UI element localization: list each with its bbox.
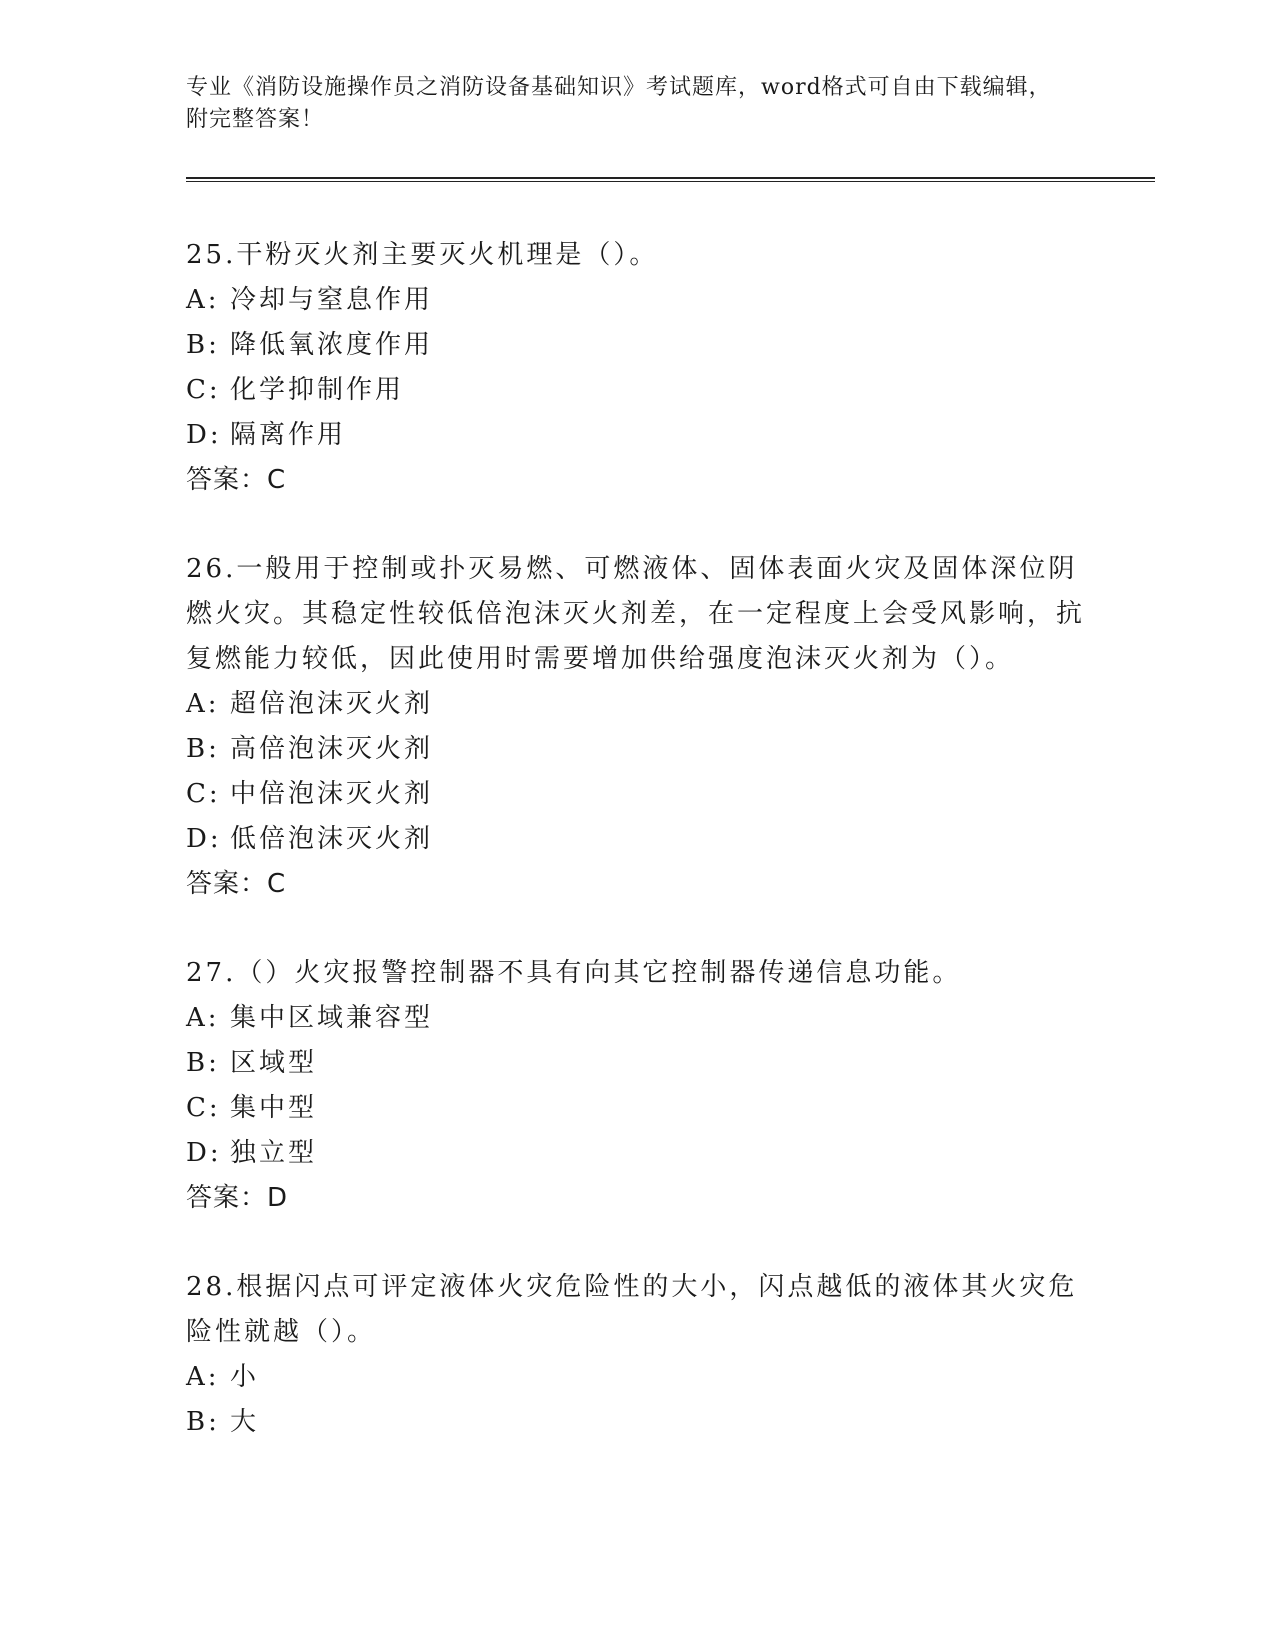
answer-line: 答案：D	[186, 1183, 289, 1213]
header-divider	[186, 177, 1155, 182]
option-key: B:	[186, 330, 220, 360]
option-text: 中倍泡沫灭火剂	[230, 779, 434, 809]
question-25	[186, 233, 1086, 503]
option-d	[186, 413, 1086, 458]
option-text: 高倍泡沫灭火剂	[230, 734, 434, 764]
question-26	[186, 547, 1086, 907]
answer-line: 答案：C	[186, 465, 287, 495]
option-text: 区域型	[230, 1048, 318, 1078]
option-key: D:	[186, 420, 222, 450]
option-c	[186, 368, 1086, 413]
question-27	[186, 951, 1086, 1221]
option-key: B:	[186, 1407, 220, 1437]
option-key: D:	[186, 1138, 222, 1168]
option-d	[186, 817, 1086, 862]
option-text: 隔离作用	[230, 420, 347, 450]
option-key: C:	[186, 375, 221, 405]
option-text: 独立型	[230, 1138, 318, 1168]
option-text: 化学抑制作用	[230, 375, 405, 405]
question-28	[186, 1265, 1086, 1445]
option-b	[186, 1041, 1086, 1086]
option-a	[186, 1355, 1086, 1400]
option-b	[186, 1400, 1086, 1445]
option-key: A:	[186, 689, 220, 719]
option-key: C:	[186, 779, 221, 809]
option-a	[186, 996, 1086, 1041]
option-text: 冷却与窒息作用	[230, 285, 434, 315]
option-key: A:	[186, 285, 220, 315]
option-text: 大	[230, 1407, 260, 1437]
option-key: A:	[186, 1003, 220, 1033]
option-text: 低倍泡沫灭火剂	[230, 824, 434, 854]
page-header: 专业《消防设施操作员之消防设备基础知识》考试题库，word格式可自由下载编辑，附完整答案！	[186, 75, 1052, 132]
question-stem: 26.一般用于控制或扑灭易燃、可燃液体、固体表面火灾及固体深位阴燃火灾。其稳定性较低倍泡沫灭火剂差，在一定程度上会受风影响，抗复燃能力较低，因此使用时需要增加供给强度泡沫灭火剂为（）。	[186, 554, 1086, 674]
option-key: B:	[186, 734, 220, 764]
option-key: B:	[186, 1048, 220, 1078]
option-c	[186, 772, 1086, 817]
option-c	[186, 1086, 1086, 1131]
option-key: A:	[186, 1362, 220, 1392]
option-text: 小	[230, 1362, 260, 1392]
option-text: 集中区域兼容型	[230, 1003, 434, 1033]
question-stem: 25.干粉灭火剂主要灭火机理是（）。	[186, 240, 659, 270]
option-d	[186, 1131, 1086, 1176]
option-key: D:	[186, 824, 222, 854]
question-list	[186, 233, 1086, 1489]
option-text: 降低氧浓度作用	[230, 330, 434, 360]
option-a	[186, 278, 1086, 323]
option-b	[186, 727, 1086, 772]
option-b	[186, 323, 1086, 368]
option-text: 集中型	[230, 1093, 318, 1123]
option-key: C:	[186, 1093, 221, 1123]
answer-line: 答案：C	[186, 869, 287, 899]
option-a	[186, 682, 1086, 727]
question-stem: 28.根据闪点可评定液体火灾危险性的大小，闪点越低的液体其火灾危险性就越（）。	[186, 1272, 1078, 1347]
option-text: 超倍泡沫灭火剂	[230, 689, 434, 719]
question-stem: 27.（）火灾报警控制器不具有向其它控制器传递信息功能。	[186, 958, 962, 988]
